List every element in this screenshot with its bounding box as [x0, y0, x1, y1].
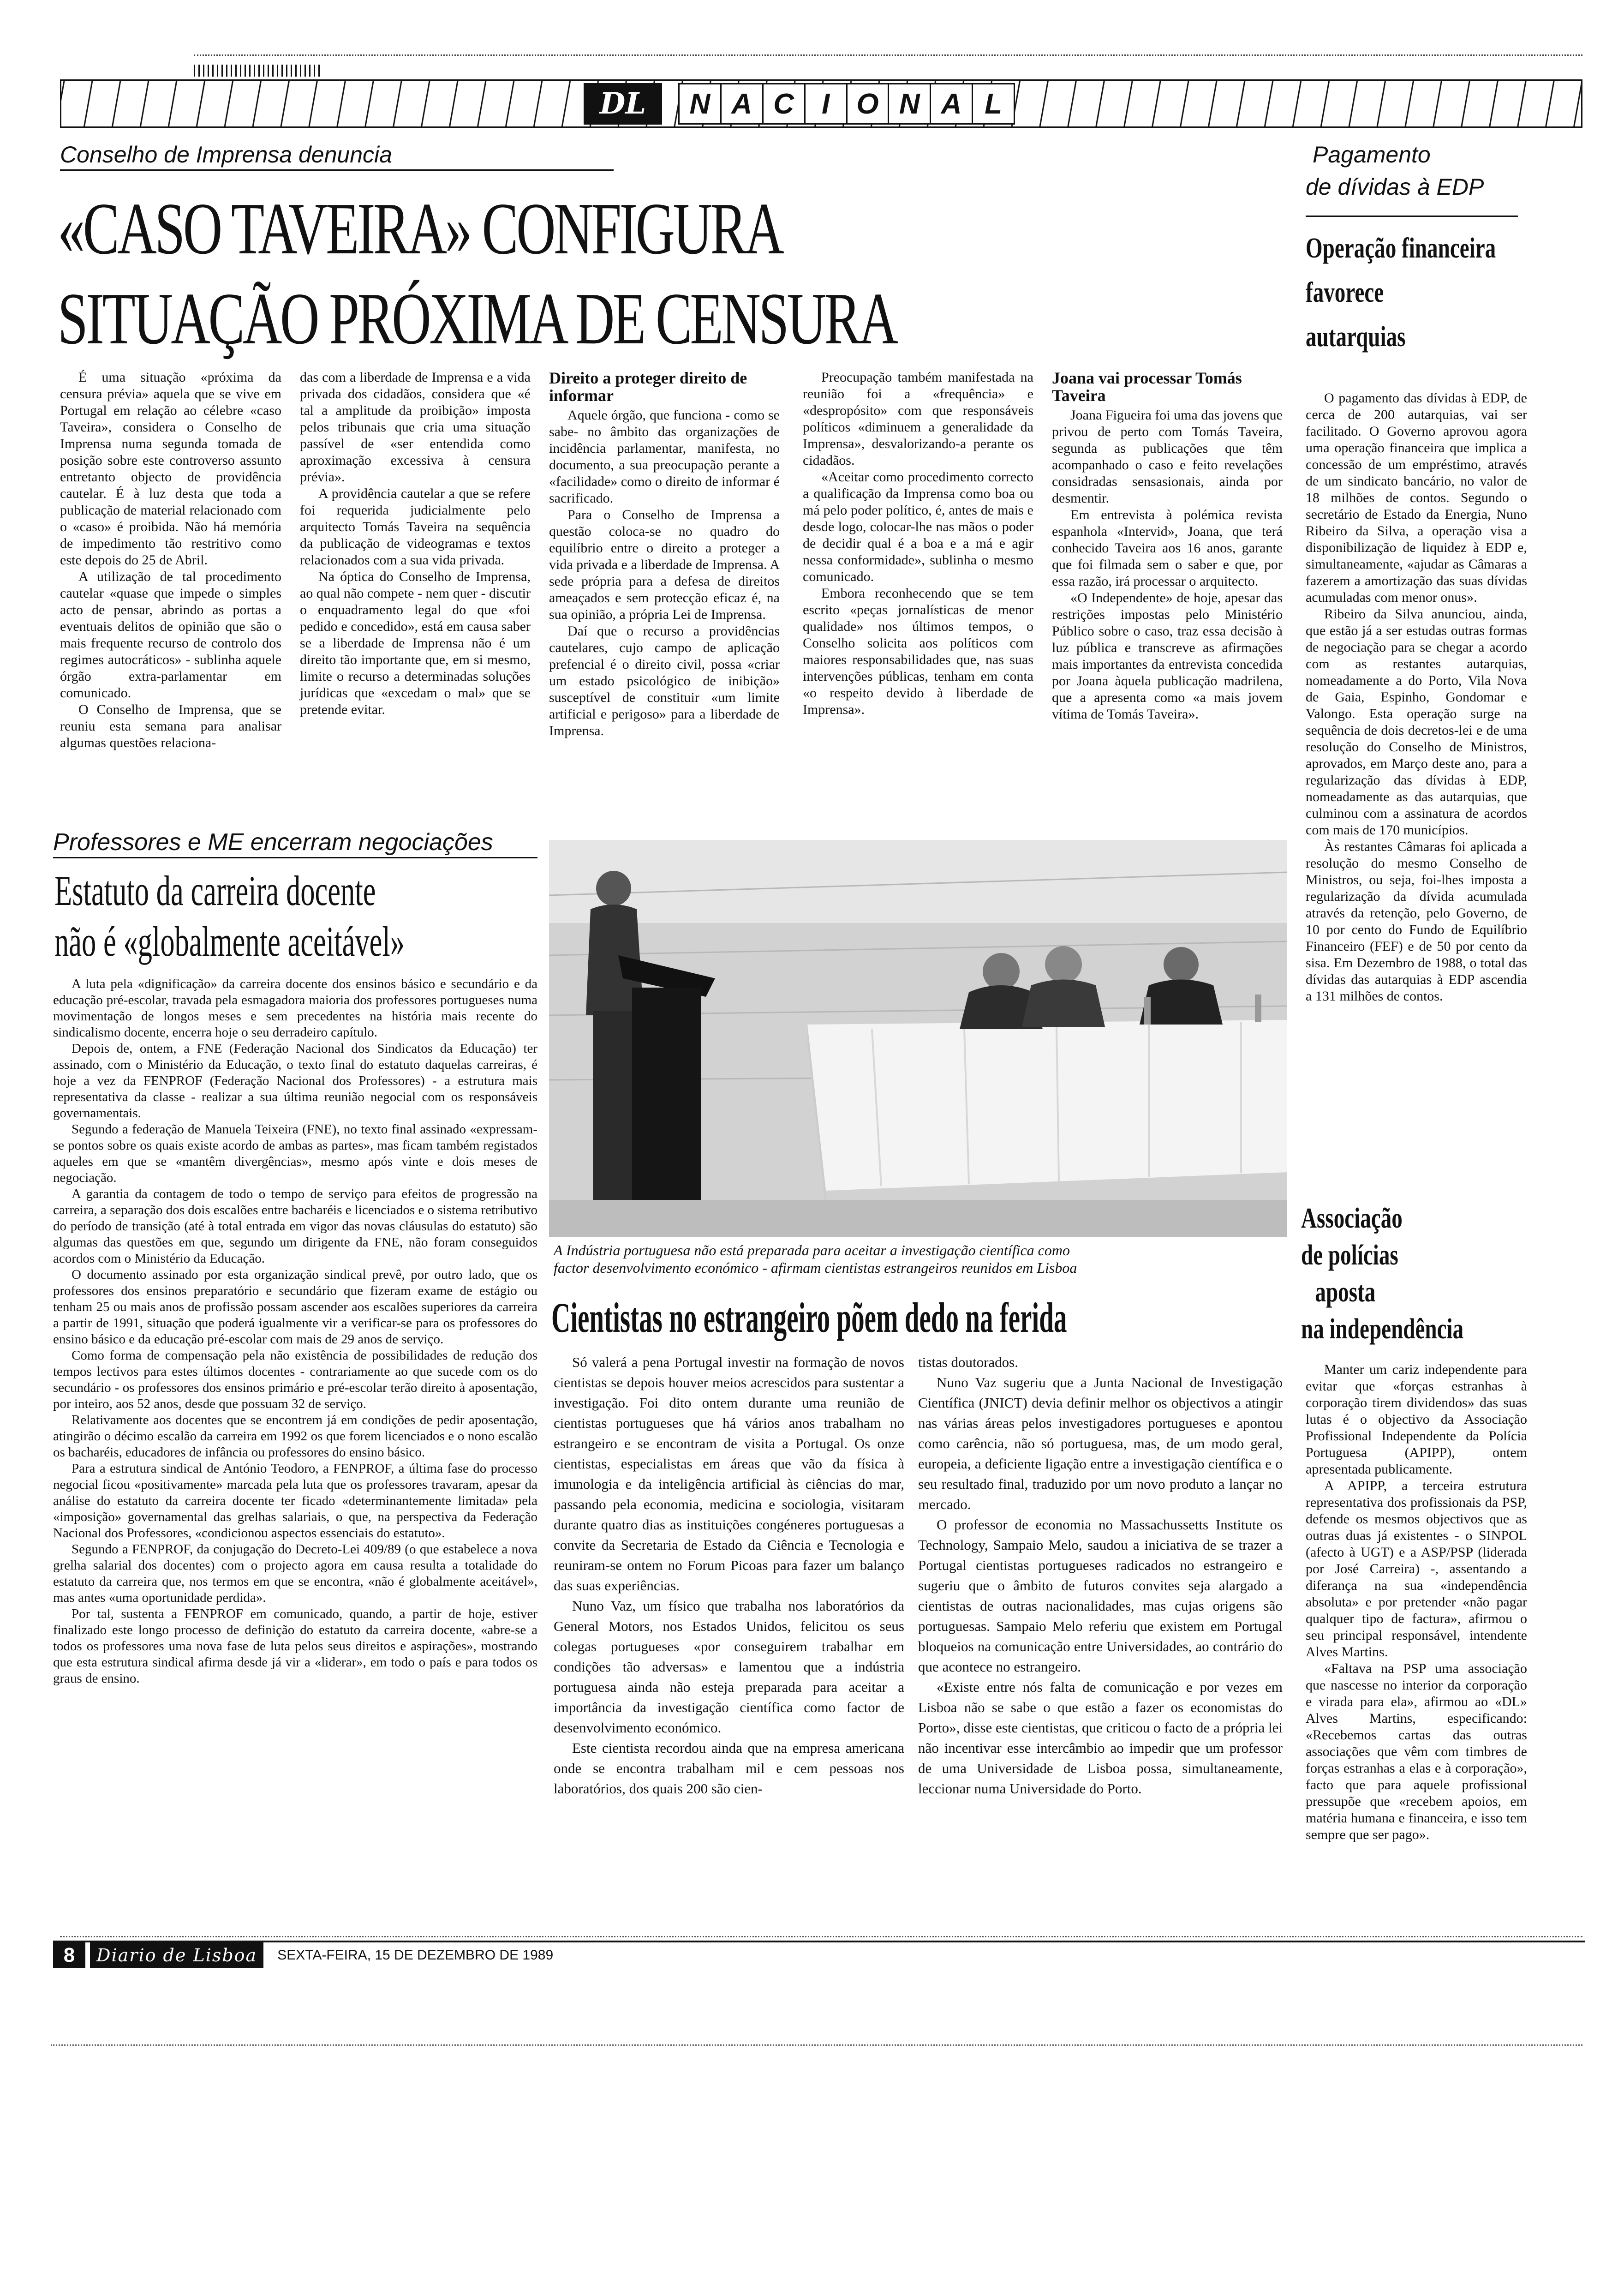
- section-letter: N: [889, 84, 931, 123]
- paragraph: tistas doutorados.: [918, 1354, 1018, 1370]
- scientists-column-2: [918, 1352, 1283, 1934]
- paragraph: Para o Conselho de Imprensa a questão coloca-se no quadro do equilíbrio entre o direito a proteger a vida privada e a liberdade de Imprensa. A sede própria para a defesa de direitos ameaçados e sem protecção eficaz é, na sua opinião, a própria Lei de Imprensa.: [549, 507, 780, 622]
- paragraph: das com a liberdade de Imprensa e a vida privada dos cidadãos, considera que «é tal a amplitude da proibição» imposta pelos tribunais que cria uma situação passível de «ser entendida como aproximação excessiva à censura prévia».: [300, 370, 531, 485]
- paragraph: «Aceitar como procedimento correcto a qualificação da Imprensa como boa ou má pelo poder político, é, antes de mais e desde logo, colocar-lhe nas mãos o poder de decidir qual é a boa e a má e agir nessa conformidade», sublinha o mesmo comunicado.: [803, 469, 1033, 584]
- paragraph: A utilização de tal procedimento cautelar «quase que impede o simples acto de pensar, abrindo as portas a eventuais delitos de opinião que são o mais frequente recurso de controlo dos regimes autocráticos» - sublinha aquele órgão extra-parlamentar em comunicado.: [60, 569, 281, 701]
- paragraph: A providência cautelar a que se refere foi requerida judicialmente pelo arquitecto Tomás Taveira na sequência da publicação de videogramas e textos relacionados com a sua vida privada.: [300, 486, 531, 568]
- edp-kicker-line1: Pagamento: [1313, 142, 1431, 168]
- paragraph: Este cientista recordou ainda que na empresa americana onde se encontra trabalham mil e cem pessoas nos laboratórios, dos quais 200 são cien-: [554, 1740, 904, 1797]
- edp-headline-line: favorece: [1306, 277, 1384, 308]
- edp-kicker: [1306, 138, 1518, 217]
- police-headline-line: na independência: [1301, 1313, 1464, 1345]
- top-tick-strip: [194, 65, 323, 77]
- edp-kicker-line2: de dívidas à EDP: [1306, 174, 1484, 200]
- photo-caption: [554, 1241, 1292, 1278]
- scientists-headline: Cientistas no estrangeiro põem dedo na ferida: [551, 1294, 1067, 1341]
- paragraph: Na óptica do Conselho de Imprensa, ao qual não compete - nem quer - discutir o enquadramento legal do que «foi pedido e concedido», está em causa saber se a liberdade de Imprensa não é um direito tão importante que, em si mesmo, limite o recurso a determinadas soluções jurídicas que «excedam o mal» que se pretende evitar.: [300, 569, 531, 717]
- paragraph: Só valerá a pena Portugal investir na formação de novos cientistas se depois houver meios acrescidos para sustentar a investigação. Foi dito ontem durante uma reunião de cientistas portugueses que há vários anos trabalham no estrangeiro e se encontram de visita a Portugal. Os onze cientistas, especialistas em áreas que vão da física à imunologia e da inteligência artificial às ciências do mar, passando pela economia, medicina e sociologia, visitaram durante quatro dias as instituições congéneres portuguesas a convite da Secretaria de Estado da Ciência e Tecnologia e reuniram-se ontem no Forum Picoas para fazer um balanço das suas experiências.: [554, 1354, 904, 1594]
- police-headline-line: de polícias: [1301, 1240, 1398, 1271]
- edp-headline-line: autarquias: [1306, 321, 1406, 353]
- dl-logo: DL: [584, 83, 662, 125]
- paragraph: O pagamento das dívidas à EDP, de cerca de 200 autarquias, vai ser facilitado. O Governo aprovou agora uma operação financeira que implica a concessão de um empréstimo, através de um sindicato bancário, no valor de 18 milhões de contos. Segundo o secretário de Estado da Energia, Nuno Ribeiro da Silva, a operação visa a disponibilização de liquidez à EDP e, simultaneamente, «ajudar as Câmaras a fazerem a amortização das suas dívidas acumuladas com menor onus».: [1306, 390, 1527, 605]
- paragraph: Em entrevista à polémica revista espanhola «Intervid», Joana, que terá conhecido Taveira aos 16 anos, garante que foi filmada sem o saber e que, por essa razão, irá processar o arquitecto.: [1052, 507, 1283, 589]
- photo-caption-line: factor desenvolvimento económico - afirmam cientistas estrangeiros reunidos em Lisboa: [554, 1259, 1077, 1276]
- paragraph: Embora reconhecendo que se tem escrito «peças jornalísticas de menor qualidade» nos últimos tempos, o Conselho solicita aos políticos com maiores responsabilidades que, nas suas intervenções públicas, tenham em conta «o respeito devido à liberdade de Imprensa».: [803, 586, 1033, 717]
- paragraph: Para a estrutura sindical de António Teodoro, a FENPROF, a última fase do processo negocial ficou «positivamente» marcada pela luta que os professores travaram, apesar da análise do estatuto da carreira docente ter ficado «determinantemente limitada» pela «imposição» governamental das grelhas salariais, o que, na perspectiva da Federação Nacional dos Professores, «condicionou aspectos essenciais do estatuto».: [53, 1461, 537, 1540]
- lead-headline-line1: «CASO TAVEIRA» CONFIGURA: [58, 187, 782, 270]
- photo-scene-illustration: [549, 840, 1287, 1237]
- lead-column-3: [549, 369, 780, 821]
- police-body: [1306, 1361, 1527, 1929]
- page-number: 8: [53, 1942, 85, 1968]
- footer-dotted-rule: [60, 1936, 1582, 1938]
- section-letter: O: [848, 84, 890, 123]
- paragraph: «Faltava na PSP uma associação que nascesse no interior da corporação e virada para ela», afirmou ao «DL» Alves Martins, especificando: «Recebemos cartas das outras associações que vêm com timbres de forças estranhas a elas e à corporação», facto que para aquele profissional pressupõe que «recebem apoios, em matéria humana e financeira, e isso tem sempre que ser pago».: [1306, 1661, 1527, 1842]
- edp-body: [1306, 390, 1527, 1202]
- conference-photo: [549, 840, 1287, 1237]
- paragraph: O Conselho de Imprensa, que se reuniu esta semana para analisar algumas questões relaciona-: [60, 702, 281, 750]
- paragraph: A APIPP, a terceira estrutura representativa dos profissionais da PSP, defende os mesmos objectivos que as outras duas já existentes - o SINPOL (afecto à UGT) e a ASP/PSP (liderada por José Carreira) -, assentando a diferança na sua «independência absoluta» e por pretender «não pagar qualquer tipo de factura», afirmou o seu principal responsável, intendente Alves Martins.: [1306, 1478, 1527, 1660]
- section-letter: A: [931, 84, 973, 123]
- police-headline-line: aposta: [1315, 1276, 1376, 1308]
- lead-column-5: [1052, 369, 1283, 821]
- paragraph: Às restantes Câmaras foi aplicada a resolução do mesmo Conselho de Ministros, ou seja, foi-lhes imposta a regularização da dívida acumulada através da retenção, pelo Governo, de 10 por cento do Fundo de Equilíbrio Financeiro (FEF) e de 50 por cento da sisa. Em Dezembro de 1988, o total das dívidas das autarquias à EDP ascendia a 131 milhões de contos.: [1306, 839, 1527, 1004]
- paragraph: Por tal, sustenta a FENPROF em comunicado, quando, a partir de hoje, estiver finalizado este longo processo de definição do estatuto da carreira docente, «abre-se a todos os professores uma nova fase de luta pelos seus direitos e aspirações», mostrando que esta estrutura sindical afirma desde já vir a «liderar», em todo o país e para todos os graus de ensino.: [53, 1606, 537, 1686]
- scientists-column-1: [554, 1352, 904, 1934]
- police-headline: [1301, 1200, 1578, 1352]
- paragraph: Joana Figueira foi uma das jovens que privou de perto com Tomás Taveira, segunda as publicações que têm acompanhado o caso e feito revelações considradas sensasionais, ainda por desmentir.: [1052, 407, 1283, 506]
- section-letter: C: [764, 84, 806, 123]
- lead-subhead-joana: Joana vai processar Tomás Taveira: [1052, 369, 1242, 405]
- paragraph: Manter um cariz independente para evitar que «forças estranhas à corporação tirem dividendos» das suas lutas é o objectivo da Associação Profissional Independente da Polícia Portuguesa (APIPP), ontem apresentada publicamente.: [1306, 1362, 1527, 1477]
- bottom-dotted-rule: [51, 2044, 1582, 2046]
- section-letter: I: [806, 84, 848, 123]
- lead-headline-line2: SITUAÇÃO PRÓXIMA DE CENSURA: [58, 277, 896, 360]
- paragraph: O professor de economia no Massachussetts Institute os Technology, Sampaio Melo, saudou a iniciativa de se trazer a Portugal cientistas portugueses radicados no estrangeiro e sugeriu que o âmbito de futuros convites seja alargado a cientistas de outras nacionalidades, mas cujas origens são portuguesas. Sampaio Melo referiu que existem em Portugal bloqueios na comunicação entre Universidades, ao contrário do que acontece no estrangeiro.: [918, 1516, 1283, 1675]
- teachers-headline-line2: não é «globalmente aceitável»: [54, 918, 405, 965]
- paragraph: Daí que o recurso a providências cautelares, cujo campo de aplicação prefencial é o direito civil, possa «criar um estado psicológico de inibição» susceptível de constituir «um limite artificial e perigoso» para a liberdade de Imprensa.: [549, 623, 780, 738]
- paragraph: Nuno Vaz, um físico que trabalha nos laboratórios da General Motors, nos Estados Unidos, felicitou os seus colegas portugueses «por conseguirem trabalhar em condições tão adversas» e lamentou que a indústria portuguesa ainda não esteja preparada para aceitar a importância da investigação científica como factor de desenvolvimento económico.: [554, 1598, 904, 1736]
- lead-subhead-direito: Direito a proteger direito de informar: [549, 369, 747, 405]
- paragraph: A garantia da contagem de todo o tempo de serviço para efeitos de progressão na carreira, a separação dos dois escalões entre bacharéis e licenciados e o sistema retributivo do período de transição (até à total entrada em vigor das novas cláusulas do estatuto) são algumas das questões em que, segundo um dirigente da FNE, não foram conseguidos acordos com o Ministério da Educação.: [53, 1186, 537, 1266]
- paragraph: A luta pela «dignificação» da carreira docente dos ensinos básico e secundário e da educação pré-escolar, travada pela esmagadora maioria dos professores portugueses numa movimentação de longos meses e sem precedentes na história mais recente do sindicalismo docente, encerra hoje o seu derradeiro capítulo.: [53, 977, 537, 1040]
- paragraph: O documento assinado por esta organização sindical prevê, por outro lado, que os professores dos ensinos preparatório e secundário que fizeram exame de estágio ou tenham 25 ou mais anos de profissão possam ascender aos escalões superiores da carreira a partir de 1991, situação que poderá igualmente vir a verificar-se para os professores do ensino básico e da educação pré-escolar com mais de 29 anos de serviço.: [53, 1267, 537, 1347]
- section-label-nacional: [678, 83, 1015, 125]
- lead-column-2: [300, 369, 531, 821]
- police-headline-line: Associação: [1301, 1203, 1403, 1234]
- paragraph: É uma situação «próxima da censura prévia» aquela que se vive em Portugal em relação ao célebre «caso Taveira», considera o Conselho de Imprensa numa segunda tomada de posição sobre este controverso assunto entretanto objecto de providência cautelar. É à luz desta que toda a publicação de material relacionado com o «caso» é proibida. Não há memória de impedimento tão restritivo como este depois do 25 de Abril.: [60, 370, 281, 568]
- lead-column-4: [803, 369, 1033, 821]
- paragraph: Preocupação também manifestada na reunião foi a «frequência» e «despropósito» com que responsáveis políticos «diminuem a generalidade da Imprensa», desvalorizando-a perante os cidadãos.: [803, 370, 1033, 468]
- top-dotted-rule: [194, 54, 1582, 56]
- footer-bar: [53, 1941, 1585, 1968]
- edp-headline: [1306, 226, 1582, 374]
- paragraph: Nuno Vaz sugeriu que a Junta Nacional de Investigação Científica (JNICT) devia definir melhor os objectivos a atingir nas várias áreas pelos investigadores portugueses e apontou como carência, não só portuguesa, mas, de um modo geral, europeia, a deficiente ligação entre a investigação científica e o seu resultado final, traduzido por um novo produto a lançar no mercado.: [918, 1374, 1283, 1512]
- paper-name: Diario de Lisboa: [90, 1942, 263, 1968]
- paragraph: «Existe entre nós falta de comunicação e por vezes em Lisboa não se sabe o que estão a fazer os economistas do Porto», disse este cientistas, que criticou o facto de a própria lei não incentivar esse intercâmbio ao impedir que um professor de uma Universidade de Lisboa possa, simultaneamente, leccionar numa Universidade do Porto.: [918, 1679, 1283, 1797]
- paragraph: «O Independente» de hoje, apesar das restrições impostas pelo Ministério Público sobre o caso, traz essa decisão à luz pública e transcreve as afirmações mais importantes da entrevista concedida por Joana àquela publicação madrilena, que a apresenta como «a mais jovem vítima de Tomás Taveira».: [1052, 590, 1283, 722]
- issue-date: SEXTA-FEIRA, 15 DE DEZEMBRO DE 1989: [277, 1947, 554, 1963]
- teachers-body: [53, 976, 537, 1936]
- photo-caption-line: A Indústria portuguesa não está preparada para aceitar a investigação científica como: [554, 1242, 1070, 1258]
- section-letter: A: [722, 84, 764, 123]
- edp-headline-line: Operação financeira: [1306, 233, 1496, 264]
- paragraph: Aquele órgão, que funciona - como se sabe- no âmbito das organizações de incidência parlamentar, manifesta, no documento, a sua preocupação perante a «facilidade» como o direito de informar é sacrificado.: [549, 407, 780, 506]
- paragraph: Ribeiro da Silva anunciou, ainda, que estão já a ser estudas outras formas de negociação para se chegar a acordo com as restantes autarquias, nomeadamente a do Porto, Vila Nova de Gaia, Espinho, Gondomar e Valongo. Esta operação surge na sequência de dois decretos-lei e de uma resolução do Conselho de Ministros, aprovados, em Março deste ano, para a regularização das dívidas à EDP, nomeadamente as das autarquias, que culminou com a assinatura de acordos com mais de 170 municípios.: [1306, 606, 1527, 838]
- paragraph: Segundo a FENPROF, da conjugação do Decreto-Lei 409/89 (o que estabelece a nova grelha salarial dos docentes) com o projecto agora em causa resulta a totalidade do estatuto da carreira que, nos termos em que se encontra, «não é globalmente aceitável», mas antes «uma oportunidade perdida».: [53, 1542, 537, 1605]
- paragraph: Depois de, ontem, a FNE (Federação Nacional dos Sindicatos da Educação) ter assinado, com o Ministério da Educação, o texto final do estatuto daquelas carreiras, é hoje a vez da FENPROF (Federação Nacional dos Professores) - a estrutura mais representativa da classe - realizar a sua última reunião negocial com os responsáveis governamentais.: [53, 1041, 537, 1121]
- section-letter: L: [985, 88, 1002, 120]
- paragraph: Como forma de compensação pela não existência de possibilidades de redução dos tempos lectivos para estes últimos docentes - contrariamente ao que sucede com os do secundário - os professores dos ensinos primário e pré-escolar terão direito à aposentação, por inteiro, aos 52 anos, desde que possuam 32 de serviço.: [53, 1348, 537, 1411]
- lead-kicker: Conselho de Imprensa denuncia: [60, 138, 614, 171]
- teachers-headline-line1: Estatuto da carreira docente: [54, 867, 376, 914]
- teachers-kicker: Professores e ME encerram negociações: [53, 826, 537, 858]
- paragraph: Relativamente aos docentes que se encontrem já em condições de pedir aposentação, atingirão o décimo escalão da carreira em 1992 os que forem licenciados e o nono escalão os bacharéis, educadores de infância ou professores do ensino básico.: [53, 1413, 537, 1460]
- paragraph: Segundo a federação de Manuela Teixeira (FNE), no texto final assinado «expressam-se pontos sobre os quais existe acordo de ambas as partes», mas ficam também registados aqueles em que se «mantêm divergências», mesmo após vinte e dois meses de negociação.: [53, 1122, 537, 1185]
- section-letter: N: [680, 84, 722, 123]
- lead-column-1: [60, 369, 281, 821]
